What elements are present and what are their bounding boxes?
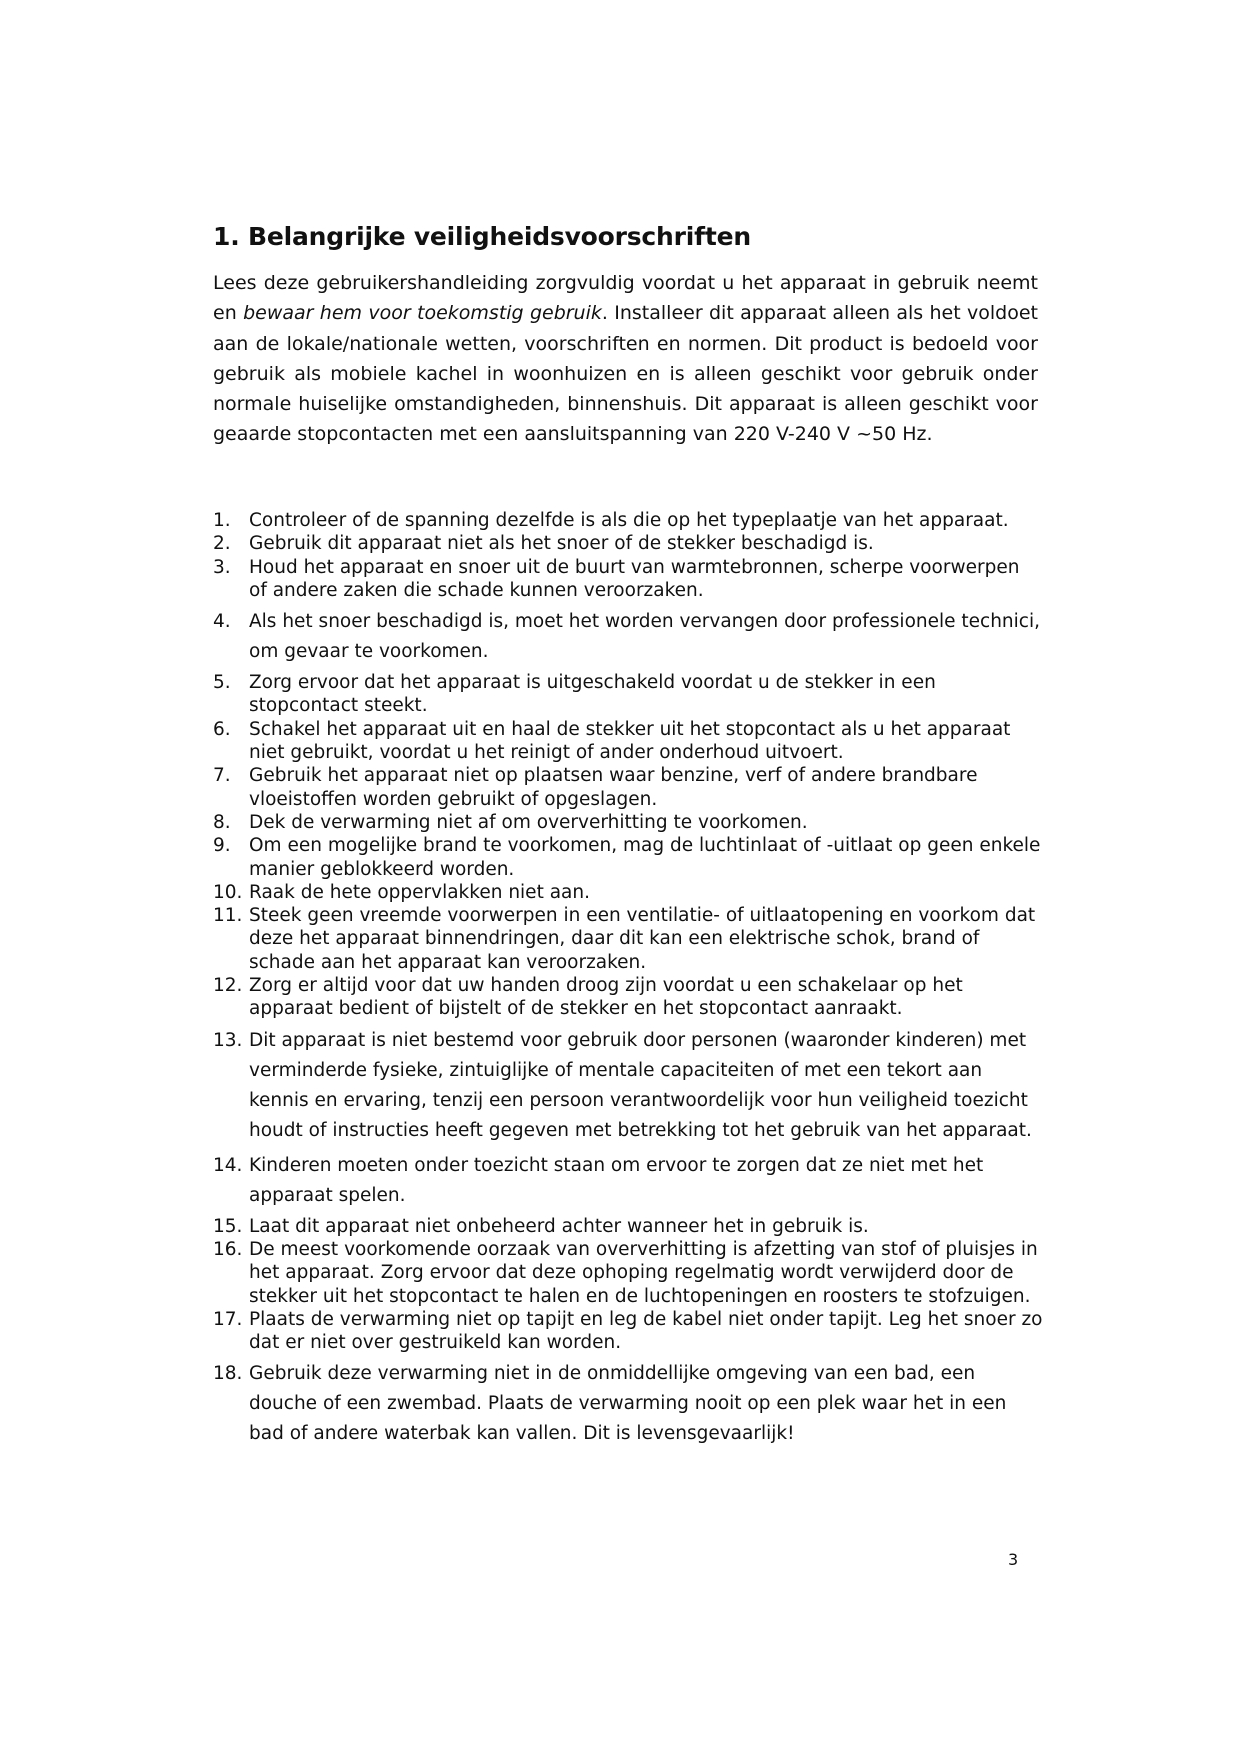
list-item bbox=[213, 532, 1043, 555]
list-item-number: 17. bbox=[213, 1308, 243, 1330]
list-item-number: 7. bbox=[213, 765, 231, 787]
list-item bbox=[213, 811, 1043, 834]
intro-emphasis: bewaar hem voor toekomstig gebruik bbox=[243, 302, 602, 325]
list-item-text: Dek de verwarming niet af om oververhitting te voorkomen. bbox=[249, 811, 808, 833]
list-item-number: 14. bbox=[213, 1154, 243, 1176]
list-item bbox=[213, 1359, 1043, 1449]
list-item-text: Steek geen vreemde voorwerpen in een ventilatie- of uitlaatopening en voorkom dat deze het apparaat binnendringen, daar dit kan een elektrische schok, brand of schade aan het apparaat kan veroorzaken. bbox=[249, 905, 1036, 973]
list-item bbox=[213, 1308, 1043, 1355]
list-item bbox=[213, 671, 1043, 718]
list-item-text: De meest voorkomende oorzaak van oververhitting is afzetting van stof of pluisjes in het apparaat. Zorg ervoor dat deze ophoping regelmatig wordt verwijderd door de stekker uit het stopcontact te halen en de luchtopeningen en roosters te stofzuigen. bbox=[249, 1238, 1038, 1307]
intro-text-part2: . Installeer dit apparaat alleen als het voldoet aan de lokale/nationale wetten, voorschriften en normen. Dit product is bedoeld voor gebruik als mobiele kachel in woonhuizen en is alleen geschikt voor gebruik onder normale huiselijke omstandigheden, binnenshuis. Dit apparaat is alleen geschikt voor geaarde stopcontacten met een aansluitspanning van 220 V-240 V ~50 Hz. bbox=[213, 302, 1039, 446]
list-item-number: 1. bbox=[213, 510, 231, 531]
list-item bbox=[213, 834, 1043, 881]
list-item-number: 18. bbox=[213, 1363, 243, 1385]
list-item-number: 10. bbox=[213, 881, 243, 903]
list-item-text: Controleer of de spanning dezelfde is als die op het typeplaatje van het apparaat. bbox=[249, 510, 1009, 531]
list-item bbox=[213, 881, 1043, 904]
list-item-number: 15. bbox=[213, 1215, 243, 1237]
list-item-text: Gebruik dit apparaat niet als het snoer of de stekker beschadigd is. bbox=[249, 533, 874, 555]
section-title: Belangrijke veiligheidsvoorschriften bbox=[248, 222, 751, 251]
section-heading bbox=[213, 222, 751, 251]
list-item-text: Dit apparaat is niet bestemd voor gebruik door personen (waaronder kinderen) met verminderde fysieke, zintuiglijke of mentale capaciteiten of met een tekort aan kennis en ervaring, tenzij een persoon verantwoordelijk voor hun veiligheid toezicht houdt of instructies heeft gegeven met betrekking tot het gebruik van het apparaat. bbox=[249, 1029, 1032, 1141]
list-item bbox=[213, 509, 1043, 532]
list-item-number: 3. bbox=[213, 556, 231, 578]
list-item bbox=[213, 764, 1043, 811]
intro-text-part1: Lees deze gebruikershandleiding zorgvuldig voordat u het apparaat in gebruik neemt en bbox=[213, 272, 1038, 325]
list-item bbox=[213, 1026, 1043, 1146]
list-item-number: 16. bbox=[213, 1238, 243, 1260]
list-item-number: 5. bbox=[213, 672, 231, 694]
list-item-text: Kinderen moeten onder toezicht staan om ervoor te zorgen dat ze niet met het apparaat spelen. bbox=[249, 1154, 984, 1206]
list-item-text: Raak de hete oppervlakken niet aan. bbox=[249, 881, 590, 903]
list-item-text: Plaats de verwarming niet op tapijt en leg de kabel niet onder tapijt. Leg het snoer zo dat er niet over gestruikeld kan worden. bbox=[249, 1308, 1043, 1354]
list-item-number: 11. bbox=[213, 905, 243, 927]
list-item-text: Zorg ervoor dat het apparaat is uitgeschakeld voordat u de stekker in een stopcontact steekt. bbox=[249, 672, 936, 717]
list-item bbox=[213, 974, 1043, 1021]
list-item-number: 2. bbox=[213, 533, 231, 555]
list-item-number: 8. bbox=[213, 811, 231, 833]
list-item-text: Laat dit apparaat niet onbeheerd achter wanneer het in gebruik is. bbox=[249, 1215, 869, 1237]
section-number: 1. bbox=[213, 222, 240, 251]
page-number: 3 bbox=[1008, 1550, 1019, 1569]
list-item-text: Als het snoer beschadigd is, moet het worden vervangen door professionele technici, om gevaar te voorkomen. bbox=[249, 611, 1040, 663]
list-item-text: Gebruik het apparaat niet op plaatsen waar benzine, verf of andere brandbare vloeistoffen worden gebruikt of opgeslagen. bbox=[249, 765, 978, 810]
list-item bbox=[213, 1215, 1043, 1238]
list-item bbox=[213, 556, 1043, 603]
list-item-text: Om een mogelijke brand te voorkomen, mag de luchtinlaat of -uitlaat op geen enkele manier geblokkeerd worden. bbox=[249, 835, 1041, 880]
list-item-number: 4. bbox=[213, 611, 231, 633]
list-item-number: 6. bbox=[213, 718, 231, 740]
list-item-number: 12. bbox=[213, 975, 243, 997]
safety-instructions-list bbox=[213, 509, 1043, 1453]
list-item bbox=[213, 904, 1043, 974]
list-item-text: Houd het apparaat en snoer uit de buurt van warmtebronnen, scherpe voorwerpen of andere zaken die schade kunnen veroorzaken. bbox=[249, 556, 1020, 601]
intro-paragraph bbox=[213, 268, 1038, 450]
list-item-text: Schakel het apparaat uit en haal de stekker uit het stopcontact als u het apparaat niet gebruikt, voordat u het reinigt of ander onderhoud uitvoert. bbox=[249, 718, 1011, 764]
list-item bbox=[213, 718, 1043, 765]
list-item-text: Zorg er altijd voor dat uw handen droog zijn voordat u een schakelaar op het apparaat bedient of bijstelt of de stekker en het stopcontact aanraakt. bbox=[249, 975, 963, 1020]
list-item bbox=[213, 607, 1043, 667]
list-item bbox=[213, 1238, 1043, 1308]
list-item-number: 9. bbox=[213, 835, 231, 857]
list-item-text: Gebruik deze verwarming niet in de onmiddellijke omgeving van een bad, een douche of een zwembad. Plaats de verwarming nooit op een plek waar het in een bad of andere waterbak kan vallen. Dit is levensgevaarlijk! bbox=[249, 1363, 1007, 1445]
list-item-number: 13. bbox=[213, 1029, 243, 1051]
list-item bbox=[213, 1151, 1043, 1211]
